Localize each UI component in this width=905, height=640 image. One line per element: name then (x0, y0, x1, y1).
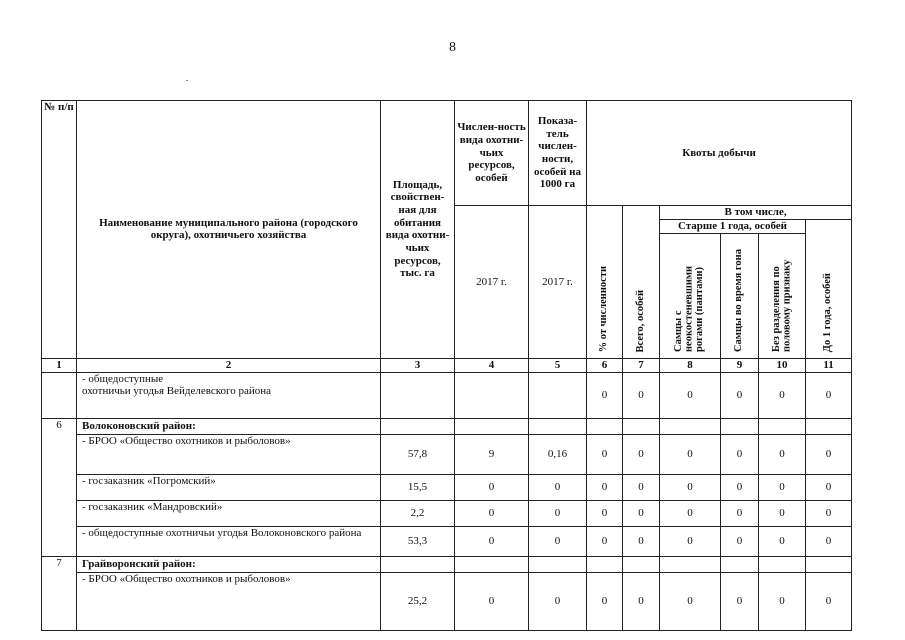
total-value: 0 (623, 474, 660, 500)
total-value: 0 (623, 372, 660, 418)
header-name: Наименование муниципального района (городского округа), охотничьего хозяйства (77, 101, 381, 359)
area-value: 2,2 (381, 500, 455, 526)
pct-value: 0 (587, 500, 623, 526)
hunting-ground-name: - общедоступные охотничьи угодья Вейделевского района (77, 372, 381, 418)
header-pct-text: % от численности (598, 265, 610, 352)
males-value: 0 (660, 434, 721, 474)
population-value: 9 (455, 434, 529, 474)
males-rut-value: 0 (721, 500, 759, 526)
population-value: 0 (455, 526, 529, 556)
hunting-ground-name: - БРОО «Общество охотников и рыболовов» (77, 572, 381, 630)
males-rut-value: 0 (721, 572, 759, 630)
males-value (660, 418, 721, 434)
header-quotas: Квоты добычи (587, 101, 852, 206)
header-including: В том числе, (660, 206, 852, 220)
pct-value: 0 (587, 526, 623, 556)
males-rut-value: 0 (721, 372, 759, 418)
row-number (42, 372, 77, 418)
col-num: 6 (587, 358, 623, 372)
young-value: 0 (806, 500, 852, 526)
scan-speck (186, 80, 188, 81)
header-males-rut-text: Самцы во время гона (733, 248, 745, 352)
table-row (42, 572, 852, 630)
young-value (806, 556, 852, 572)
header-total-text: Всего, особей (634, 289, 646, 352)
col-num: 9 (721, 358, 759, 372)
header-year-population: 2017 г. (455, 206, 529, 359)
header-young (806, 220, 852, 359)
header-males-rut (721, 234, 759, 359)
population-value (455, 418, 529, 434)
area-value: 15,5 (381, 474, 455, 500)
population-value (455, 556, 529, 572)
header-young-text: До 1 года, особей (822, 272, 834, 352)
no-sex-value: 0 (759, 434, 806, 474)
header-pct (587, 206, 623, 359)
no-sex-value (759, 556, 806, 572)
area-value (381, 372, 455, 418)
col-num: 7 (623, 358, 660, 372)
header-males-text: Самцы с неокостеневшими рогами (пантами) (673, 265, 706, 352)
col-num: 10 (759, 358, 806, 372)
col-num: 11 (806, 358, 852, 372)
population-value (455, 372, 529, 418)
population-value: 0 (455, 572, 529, 630)
total-value (623, 418, 660, 434)
males-value: 0 (660, 372, 721, 418)
col-num: 1 (42, 358, 77, 372)
header-index: Показа-тель числен-ности, особей на 1000 га (529, 101, 587, 206)
young-value: 0 (806, 372, 852, 418)
col-num: 2 (77, 358, 381, 372)
quota-table (41, 100, 852, 631)
young-value: 0 (806, 434, 852, 474)
no-sex-value: 0 (759, 526, 806, 556)
males-value: 0 (660, 474, 721, 500)
district-row (42, 556, 852, 572)
males-rut-value (721, 556, 759, 572)
males-rut-value: 0 (721, 526, 759, 556)
total-value: 0 (623, 500, 660, 526)
page-number: 8 (449, 40, 456, 55)
young-value: 0 (806, 572, 852, 630)
hunting-ground-name: - госзаказник «Погромский» (77, 474, 381, 500)
index-value (529, 556, 587, 572)
no-sex-value: 0 (759, 372, 806, 418)
index-value: 0 (529, 500, 587, 526)
population-value: 0 (455, 500, 529, 526)
pct-value: 0 (587, 474, 623, 500)
table-row (42, 474, 852, 500)
index-value: 0 (529, 572, 587, 630)
header-older: Старше 1 года, особей (660, 220, 806, 234)
males-value: 0 (660, 572, 721, 630)
header-no-sex-text: Без разделения по половому признаку (770, 259, 792, 352)
hunting-ground-name: - госзаказник «Мандровский» (77, 500, 381, 526)
hunting-ground-name: - общедоступные охотничьи угодья Волоконовского района (77, 526, 381, 556)
index-value: 0 (529, 474, 587, 500)
column-number-row (42, 358, 852, 372)
header-no: № п/п (42, 101, 77, 359)
no-sex-value: 0 (759, 474, 806, 500)
males-rut-value: 0 (721, 434, 759, 474)
header-total (623, 206, 660, 359)
hunting-ground-name: - БРОО «Общество охотников и рыболовов» (77, 434, 381, 474)
area-value: 57,8 (381, 434, 455, 474)
index-value (529, 372, 587, 418)
area-value: 25,2 (381, 572, 455, 630)
table-row (42, 434, 852, 474)
pct-value: 0 (587, 434, 623, 474)
males-value: 0 (660, 526, 721, 556)
district-name: Волоконовский район: (77, 418, 381, 434)
table-row (42, 500, 852, 526)
area-value (381, 418, 455, 434)
no-sex-value: 0 (759, 572, 806, 630)
header-population: Числен-ность вида охотни-чьих ресурсов, особей (455, 101, 529, 206)
row-number: 6 (42, 418, 77, 556)
no-sex-value (759, 418, 806, 434)
total-value (623, 556, 660, 572)
males-rut-value (721, 418, 759, 434)
district-row (42, 418, 852, 434)
males-rut-value: 0 (721, 474, 759, 500)
population-value: 0 (455, 474, 529, 500)
col-num: 4 (455, 358, 529, 372)
header-males (660, 234, 721, 359)
area-value: 53,3 (381, 526, 455, 556)
pct-value (587, 418, 623, 434)
col-num: 3 (381, 358, 455, 372)
index-value: 0 (529, 526, 587, 556)
col-num: 8 (660, 358, 721, 372)
header-year-index: 2017 г. (529, 206, 587, 359)
total-value: 0 (623, 526, 660, 556)
total-value: 0 (623, 572, 660, 630)
col-num: 5 (529, 358, 587, 372)
pct-value (587, 556, 623, 572)
index-value (529, 418, 587, 434)
no-sex-value: 0 (759, 500, 806, 526)
males-value (660, 556, 721, 572)
pct-value: 0 (587, 372, 623, 418)
young-value: 0 (806, 474, 852, 500)
pct-value: 0 (587, 572, 623, 630)
row-number: 7 (42, 556, 77, 630)
district-name: Грайворонский район: (77, 556, 381, 572)
table-row (42, 372, 852, 418)
young-value: 0 (806, 526, 852, 556)
young-value (806, 418, 852, 434)
header-area: Площадь, свойствен-ная для обитания вида охотни-чьих ресурсов, тыс. га (381, 101, 455, 359)
table-row (42, 526, 852, 556)
total-value: 0 (623, 434, 660, 474)
area-value (381, 556, 455, 572)
header-no-sex (759, 234, 806, 359)
males-value: 0 (660, 500, 721, 526)
index-value: 0,16 (529, 434, 587, 474)
